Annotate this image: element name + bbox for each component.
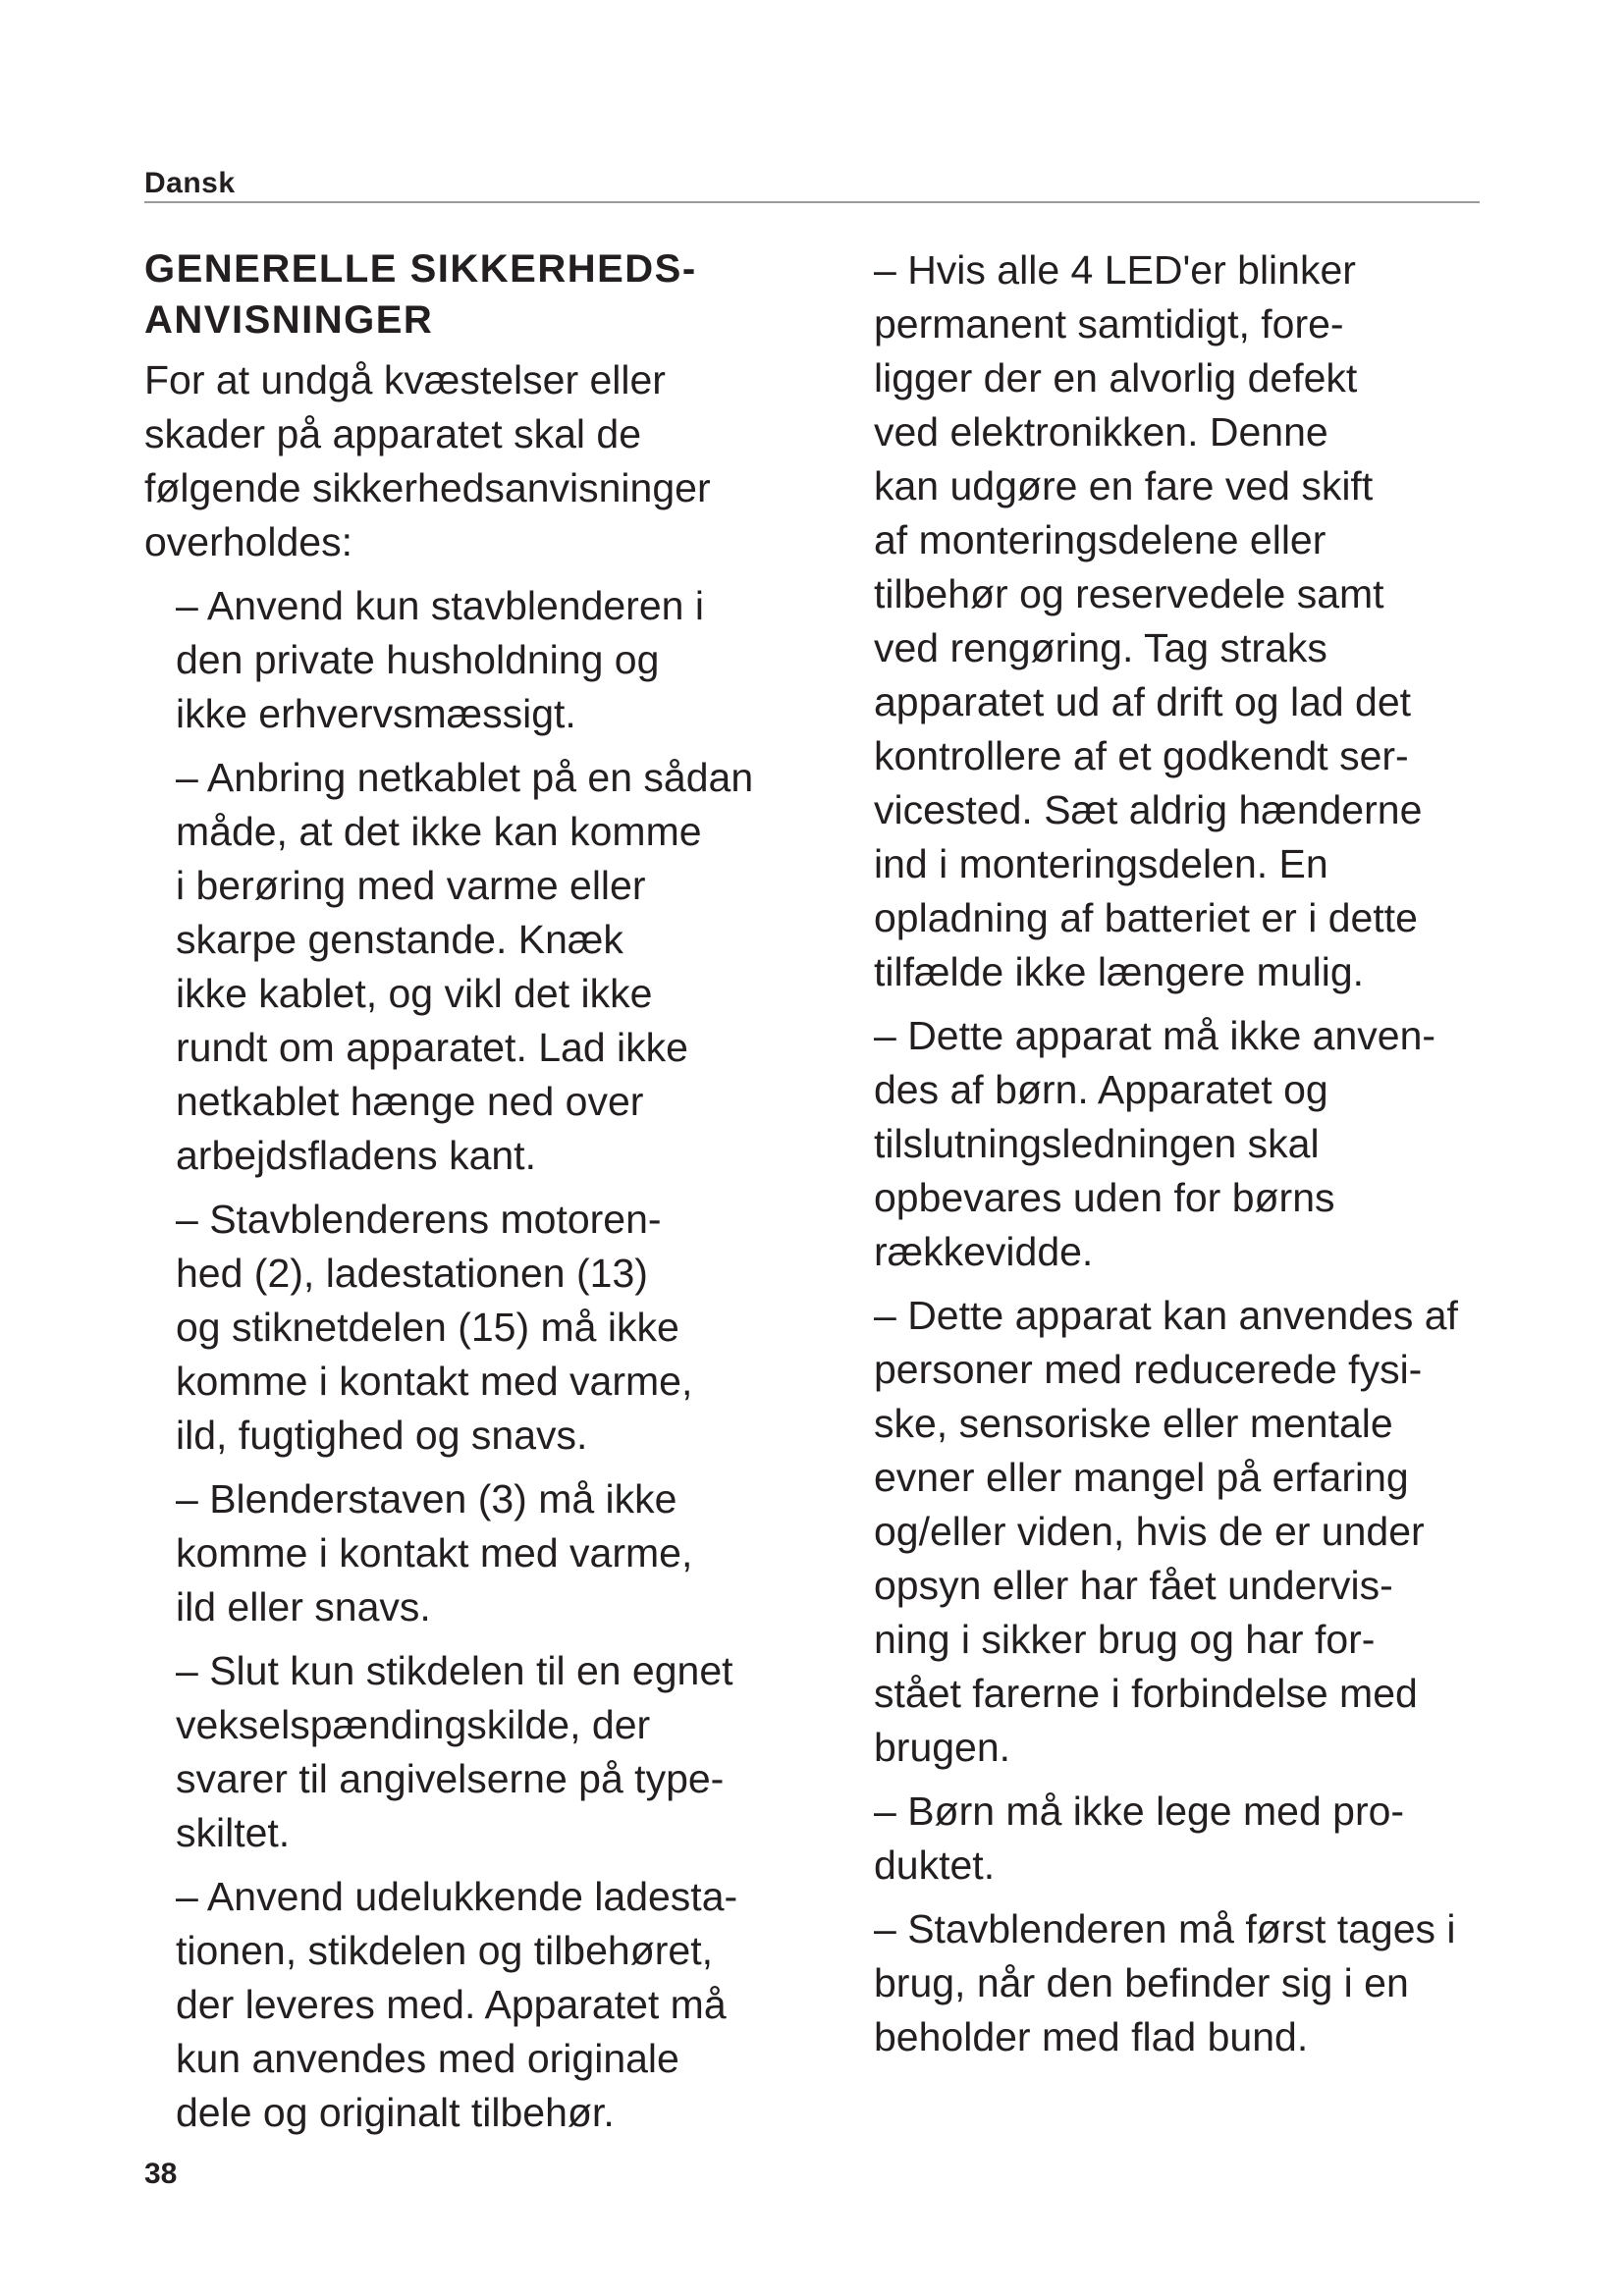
bullet-line: tilbehør og reservedele samt bbox=[874, 571, 1384, 616]
bullet-line: brugen. bbox=[874, 1725, 1011, 1770]
bullet-line: komme i kontakt med varme, bbox=[176, 1359, 693, 1404]
bullet-line: – Anvend kun stavblenderen i bbox=[176, 583, 704, 628]
bullet-line: af monteringsdelene eller bbox=[874, 517, 1326, 562]
bullet-line: – Blenderstaven (3) må ikke bbox=[176, 1476, 677, 1522]
bullet-line: – Dette apparat kan anvendes af bbox=[874, 1293, 1458, 1338]
safety-bullet bbox=[144, 751, 851, 1183]
safety-bullet bbox=[874, 243, 1542, 999]
bullet-line: kontrollere af et godkendt ser- bbox=[874, 733, 1409, 778]
bullet-line: måde, at det ikke kan komme bbox=[176, 809, 702, 854]
bullet-line: opbevares uden for børns bbox=[874, 1175, 1335, 1220]
safety-bullet bbox=[874, 1902, 1542, 2064]
bullet-line: – Stavblenderens motoren- bbox=[176, 1197, 662, 1242]
bullet-line: – Stavblenderen må først tages i bbox=[874, 1906, 1456, 1951]
bullet-line: ikke kablet, og vikl det ikke bbox=[176, 971, 653, 1016]
safety-bullet bbox=[144, 579, 851, 741]
safety-bullet bbox=[144, 1193, 851, 1463]
bullet-line: kun anvendes med originale bbox=[176, 2036, 679, 2081]
bullet-line: skarpe genstande. Knæk bbox=[176, 917, 623, 962]
bullet-line: ved elektronikken. Denne bbox=[874, 409, 1328, 454]
bullet-line: svarer til angivelserne på type- bbox=[176, 1756, 725, 1801]
bullet-line: tionen, stikdelen og tilbehøret, bbox=[176, 1928, 713, 1973]
header-divider bbox=[144, 201, 1480, 203]
safety-bullet bbox=[144, 1644, 851, 1860]
section-title-line: ANVISNINGER bbox=[144, 298, 434, 342]
bullet-line: skiltet. bbox=[176, 1810, 291, 1855]
bullet-line: – Dette apparat må ikke anven- bbox=[874, 1013, 1436, 1058]
bullet-line: tilslutningsledningen skal bbox=[874, 1121, 1320, 1166]
safety-bullet bbox=[874, 1289, 1542, 1775]
bullet-line: ske, sensoriske eller mentale bbox=[874, 1401, 1393, 1446]
intro-line: følgende sikkerhedsanvisninger bbox=[144, 465, 711, 510]
intro-line: For at undgå kvæstelser eller bbox=[144, 357, 666, 402]
bullet-line: duktet. bbox=[874, 1842, 996, 1888]
bullet-line: ikke erhvervsmæssigt. bbox=[176, 691, 576, 736]
bullet-line: brug, når den befinder sig i en bbox=[874, 1960, 1409, 2005]
safety-bullet bbox=[874, 1785, 1542, 1893]
bullet-line: rækkevidde. bbox=[874, 1229, 1094, 1274]
bullet-line: beholder med flad bund. bbox=[874, 2014, 1309, 2059]
bullet-line: personer med reducerede fysi- bbox=[874, 1347, 1423, 1392]
section-title bbox=[144, 243, 851, 346]
bullet-line: evner eller mangel på erfaring bbox=[874, 1455, 1409, 1500]
bullet-line: ild, fugtighed og snavs. bbox=[176, 1413, 588, 1458]
bullet-line: – Anbring netkablet på en sådan bbox=[176, 755, 754, 800]
bullet-line: – Anvend udelukkende ladesta- bbox=[176, 1874, 738, 1919]
bullet-line: kan udgøre en fare ved skift bbox=[874, 463, 1374, 508]
intro-paragraph bbox=[144, 353, 851, 569]
bullet-line: rundt om apparatet. Lad ikke bbox=[176, 1025, 688, 1070]
bullet-line: og stiknetdelen (15) må ikke bbox=[176, 1305, 679, 1350]
bullet-line: og/eller viden, hvis de er under bbox=[874, 1509, 1425, 1554]
safety-bullet bbox=[874, 1009, 1542, 1279]
bullet-line: arbejdsfladens kant. bbox=[176, 1133, 536, 1178]
bullet-line: hed (2), ladestationen (13) bbox=[176, 1251, 648, 1296]
bullet-line: opsyn eller har fået undervis- bbox=[874, 1563, 1393, 1608]
right-column bbox=[874, 243, 1542, 2064]
bullet-line: ved rengøring. Tag straks bbox=[874, 625, 1327, 670]
header-language-label: Dansk bbox=[144, 167, 236, 199]
page-number: 38 bbox=[144, 2158, 178, 2190]
bullet-line: netkablet hænge ned over bbox=[176, 1079, 644, 1124]
bullet-line: des af børn. Apparatet og bbox=[874, 1067, 1328, 1112]
bullet-line: i berøring med varme eller bbox=[176, 863, 646, 908]
intro-line: skader på apparatet skal de bbox=[144, 411, 641, 456]
bullet-line: den private husholdning og bbox=[176, 637, 660, 682]
bullet-line: dele og originalt tilbehør. bbox=[176, 2090, 615, 2135]
safety-bullet bbox=[144, 1870, 851, 2140]
bullet-line: vicested. Sæt aldrig hænderne bbox=[874, 787, 1423, 832]
bullet-line: – Slut kun stikdelen til en egnet bbox=[176, 1648, 733, 1693]
bullet-line: ind i monteringsdelen. En bbox=[874, 841, 1328, 886]
bullet-line: der leveres med. Apparatet må bbox=[176, 1982, 727, 2027]
bullet-line: ning i sikker brug og har for- bbox=[874, 1617, 1376, 1662]
left-bullet-list bbox=[144, 579, 851, 2140]
bullet-line: opladning af batteriet er i dette bbox=[874, 895, 1418, 940]
bullet-line: ligger der en alvorlig defekt bbox=[874, 355, 1358, 400]
section-title-line: GENERELLE SIKKERHEDS- bbox=[144, 247, 697, 291]
bullet-line: ild eller snavs. bbox=[176, 1584, 431, 1629]
intro-line: overholdes: bbox=[144, 519, 352, 564]
bullet-line: – Børn må ikke lege med pro- bbox=[874, 1789, 1405, 1834]
bullet-line: apparatet ud af drift og lad det bbox=[874, 679, 1412, 724]
bullet-line: vekselspændingskilde, der bbox=[176, 1702, 651, 1747]
right-bullet-list bbox=[874, 243, 1542, 2064]
bullet-line: tilfælde ikke længere mulig. bbox=[874, 949, 1365, 994]
bullet-line: stået farerne i forbindelse med bbox=[874, 1671, 1418, 1716]
safety-bullet bbox=[144, 1472, 851, 1634]
bullet-line: – Hvis alle 4 LED'er blinker bbox=[874, 247, 1356, 293]
bullet-line: komme i kontakt med varme, bbox=[176, 1530, 693, 1575]
left-column bbox=[144, 243, 851, 2140]
bullet-line: permanent samtidigt, fore- bbox=[874, 301, 1344, 347]
